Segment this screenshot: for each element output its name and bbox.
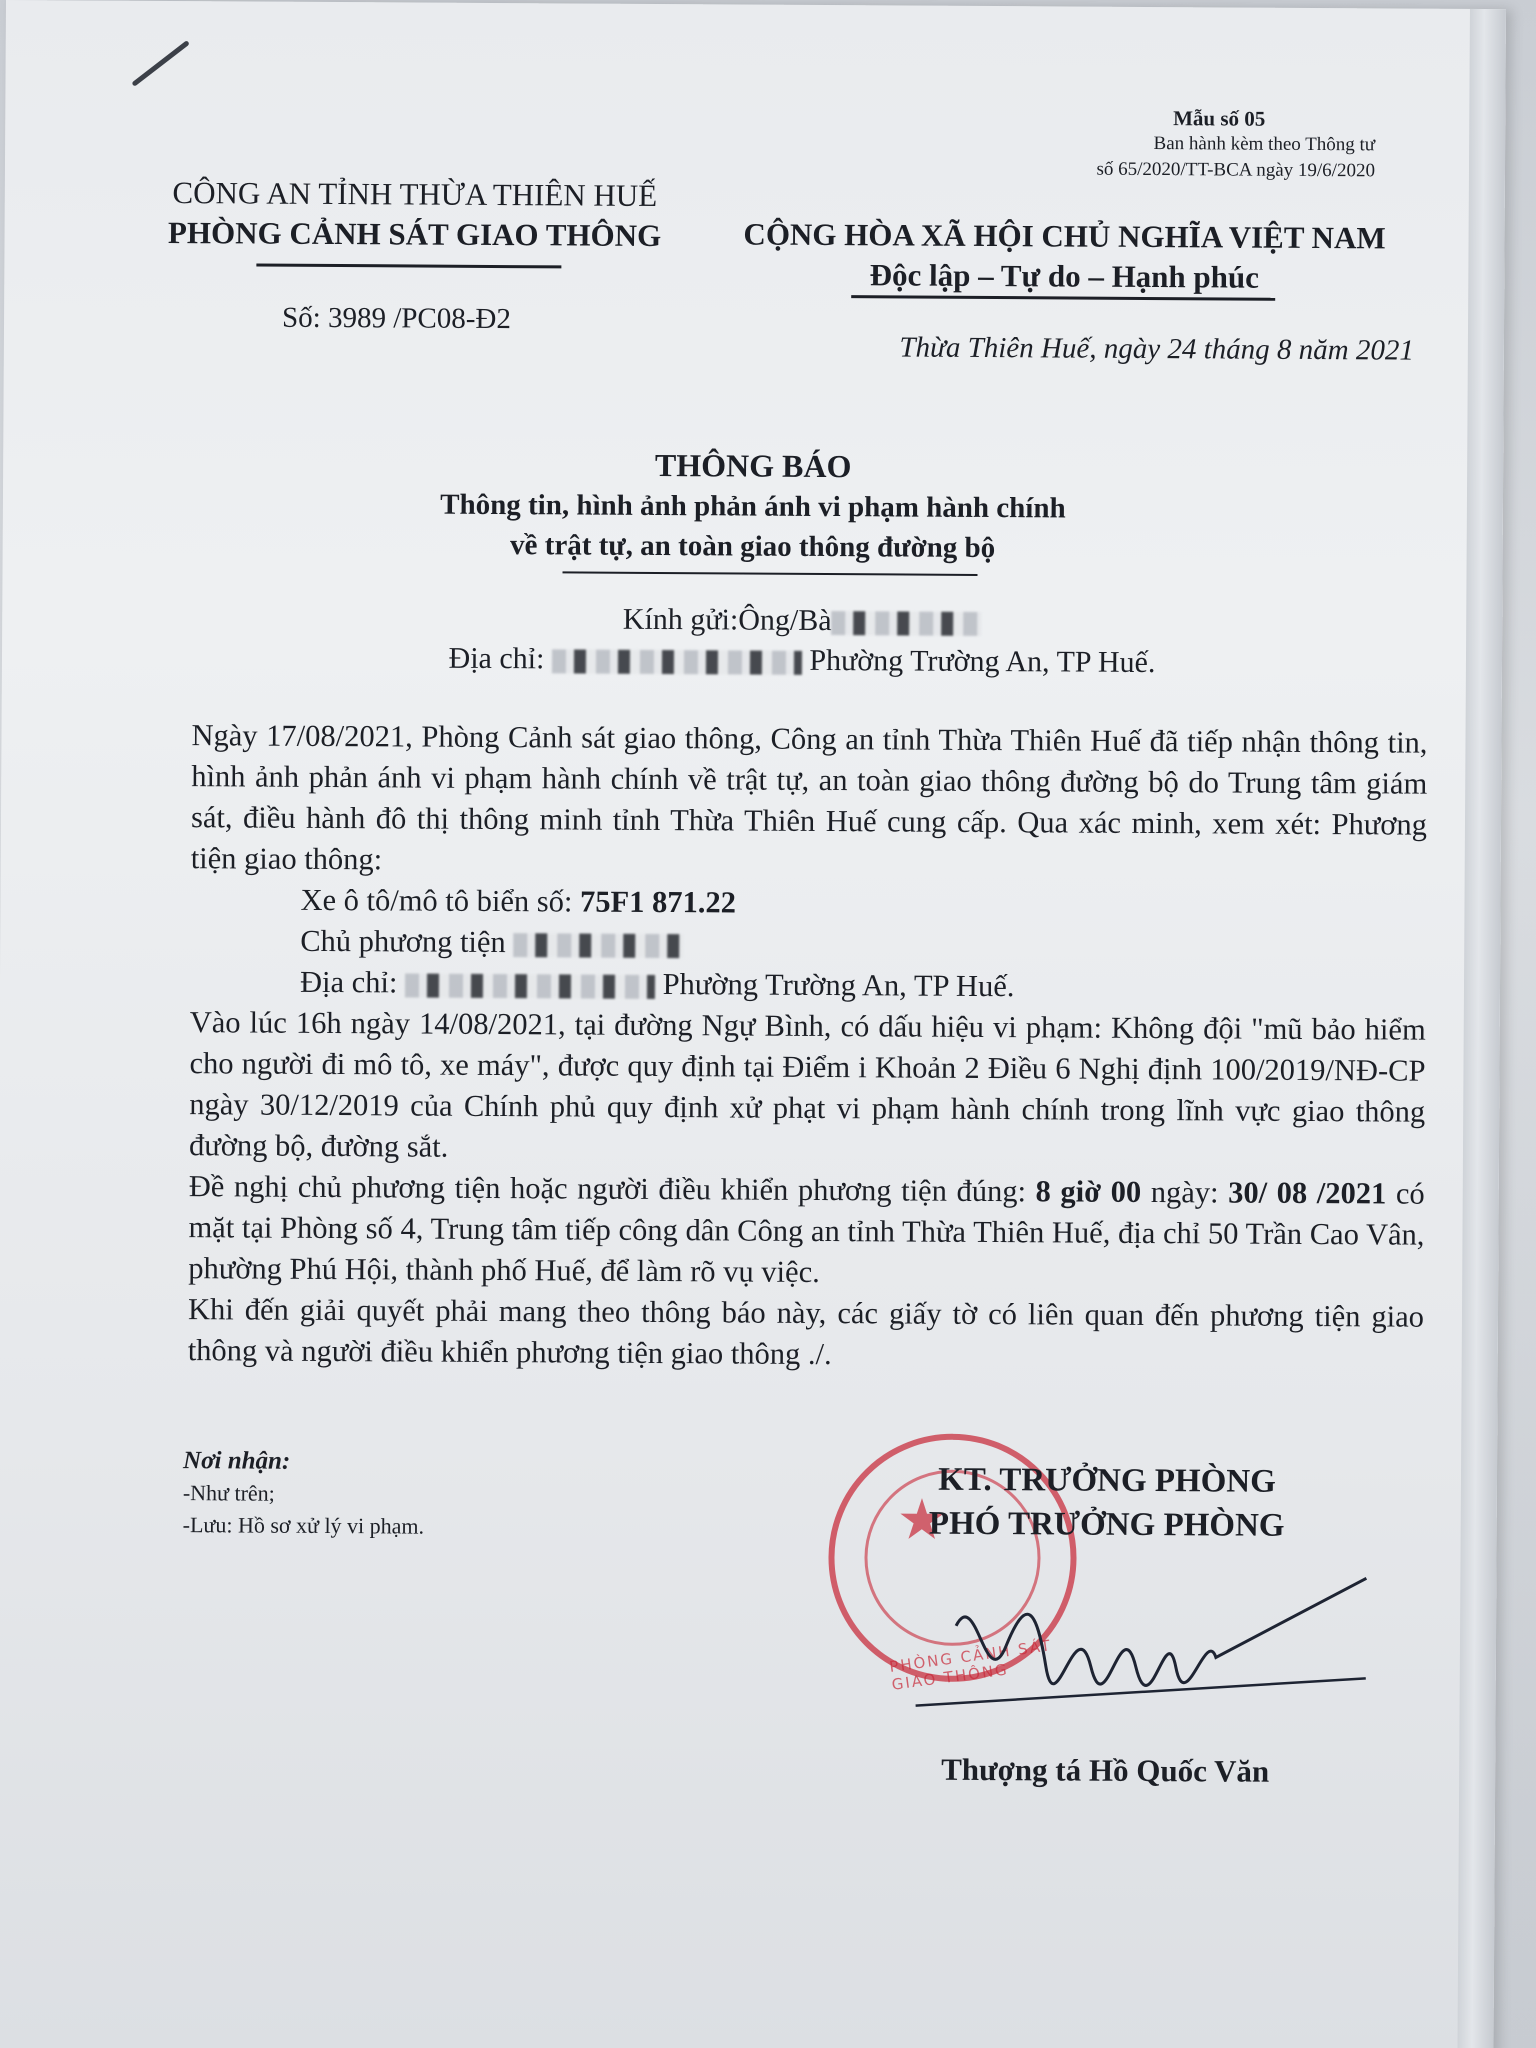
owner-address-tail: Phường Trường An, TP Huế. [662, 967, 1015, 1004]
agency-department: PHÒNG CẢNH SÁT GIAO THÔNG [167, 214, 662, 254]
dateline: Thừa Thiên Huế, ngày 24 tháng 8 năm 2021 [899, 331, 1414, 367]
redacted-owner-address [405, 973, 655, 999]
redacted-owner [513, 933, 683, 958]
pencil-mark [131, 40, 189, 87]
agency-parent: CÔNG AN TỈNH THỪA THIÊN HUẾ [172, 175, 658, 213]
owner-label: Chủ phương tiện [300, 923, 506, 960]
paragraph-1: Ngày 17/08/2021, Phòng Cảnh sát giao thông, Công an tỉnh Thừa Thiên Huế đã tiếp nhận thông tin, hình ảnh phản ánh vi phạm hành chính về trật tự, an toàn giao thông đường bộ do Trung tâm giám sát, điều hành đô thị thông minh tỉnh Thừa Thiên Huế cung cấp. Qua xác minh, xem xét: Phương tiện giao thông: [190, 718, 1428, 877]
recipient-address-line [362, 638, 1242, 683]
seal-text: PHÒNG CẢNH SÁT GIAO THÔNG [888, 1636, 1054, 1694]
paragraph-4: Khi đến giải quyết phải mang theo thông báo này, các giấy tờ có liên quan đến phương tiện giao thông và người điều khiển phương tiện giao thông ./. [187, 1292, 1425, 1372]
p3-start: Đề nghị chủ phương tiện hoặc người điều khiển phương tiện đúng: [188, 1169, 1027, 1209]
recipients-heading: Nơi nhận: [182, 1447, 291, 1475]
owner-address-label: Địa chỉ: [299, 964, 398, 1000]
seal-star-icon: ★ [896, 1487, 948, 1553]
recipients-item: -Như trên; [182, 1480, 275, 1506]
p3-end: có mặt tại Phòng số 4, Trung tâm tiếp công dân Công an tỉnh Thừa Thiên Huế, địa chỉ 50 Trần Cao Vân, phường Phú Hội, thành phố Huế, để làm rõ vụ việc. [188, 1176, 1425, 1289]
form-number: Mẫu số 05 [1173, 106, 1266, 131]
doc-title: THÔNG BÁO [654, 446, 852, 485]
plate-label: Xe ô tô/mô tô biển số: [300, 882, 573, 919]
recipient-address-tail: Phường Trường An, TP Huế. [809, 643, 1156, 680]
body-text [188, 715, 1428, 1379]
form-note [955, 104, 1375, 185]
signer-name: Thượng tá Hồ Quốc Văn [941, 1751, 1270, 1789]
agency-header [144, 173, 684, 256]
appointment-date: 30/ 08 /2021 [1228, 1175, 1387, 1211]
recipient-greeting: Kính gửi:Ông/Bà [622, 602, 832, 638]
title-block [363, 442, 1144, 569]
nation-name: CỘNG HÒA XÃ HỘI CHỦ NGHĨA VIỆT NAM [743, 216, 1386, 256]
nation-header [724, 214, 1404, 298]
doc-subtitle-2: về trật tự, an toàn giao thông đường bộ [510, 529, 996, 565]
agency-underline [256, 264, 561, 269]
recipient-address-label: Địa chỉ: [448, 641, 545, 676]
recipients-list [183, 1445, 425, 1542]
signer-title [877, 1457, 1338, 1548]
redacted-address [552, 649, 802, 675]
recipient-block [362, 598, 1242, 683]
paragraph-2: Vào lúc 16h ngày 14/08/2021, tại đường Ngự Bình, có dấu hiệu vi phạm: Không đội "mũ bảo hiểm cho người đi mô tô, xe máy", được quy định tại Điểm i Khoản 2 Điều 6 Nghị định 100/2019/NĐ-CP ngày 30/12/2019 của Chính phủ quy định xử phạt vi phạm hành chính trong lĩnh vực giao thông đường bộ, đường sắt. [188, 1005, 1426, 1164]
doc-subtitle-1: Thông tin, hình ảnh phản ánh vi phạm hành chính [440, 488, 1066, 525]
recipient-line [362, 598, 1242, 643]
redacted-name [832, 611, 982, 636]
form-issued-line2: số 65/2020/TT-BCA ngày 19/6/2020 [1096, 158, 1376, 182]
recipients-item: -Lưu: Hồ sơ xử lý vi phạm. [182, 1512, 425, 1539]
plate-number: 75F1 871.22 [579, 884, 737, 920]
document-number: Số: 3989 /PC08-Đ2 [281, 301, 511, 336]
title-underline [563, 571, 978, 576]
form-issued-line1: Ban hành kèm theo Thông tư [1153, 133, 1376, 156]
paper-edge [1457, 9, 1506, 2048]
appointment-time: 8 giờ 00 [1035, 1174, 1142, 1209]
paragraph-3 [188, 1166, 1425, 1297]
nation-motto: Độc lập – Tự do – Hạnh phúc [869, 257, 1260, 295]
signer-line1: KT. TRƯỞNG PHÒNG [938, 1461, 1276, 1500]
signer-line2: PHÓ TRƯỞNG PHÒNG [928, 1505, 1285, 1544]
signature-icon [895, 1545, 1376, 1728]
p3-day-label: ngày: [1150, 1175, 1219, 1210]
